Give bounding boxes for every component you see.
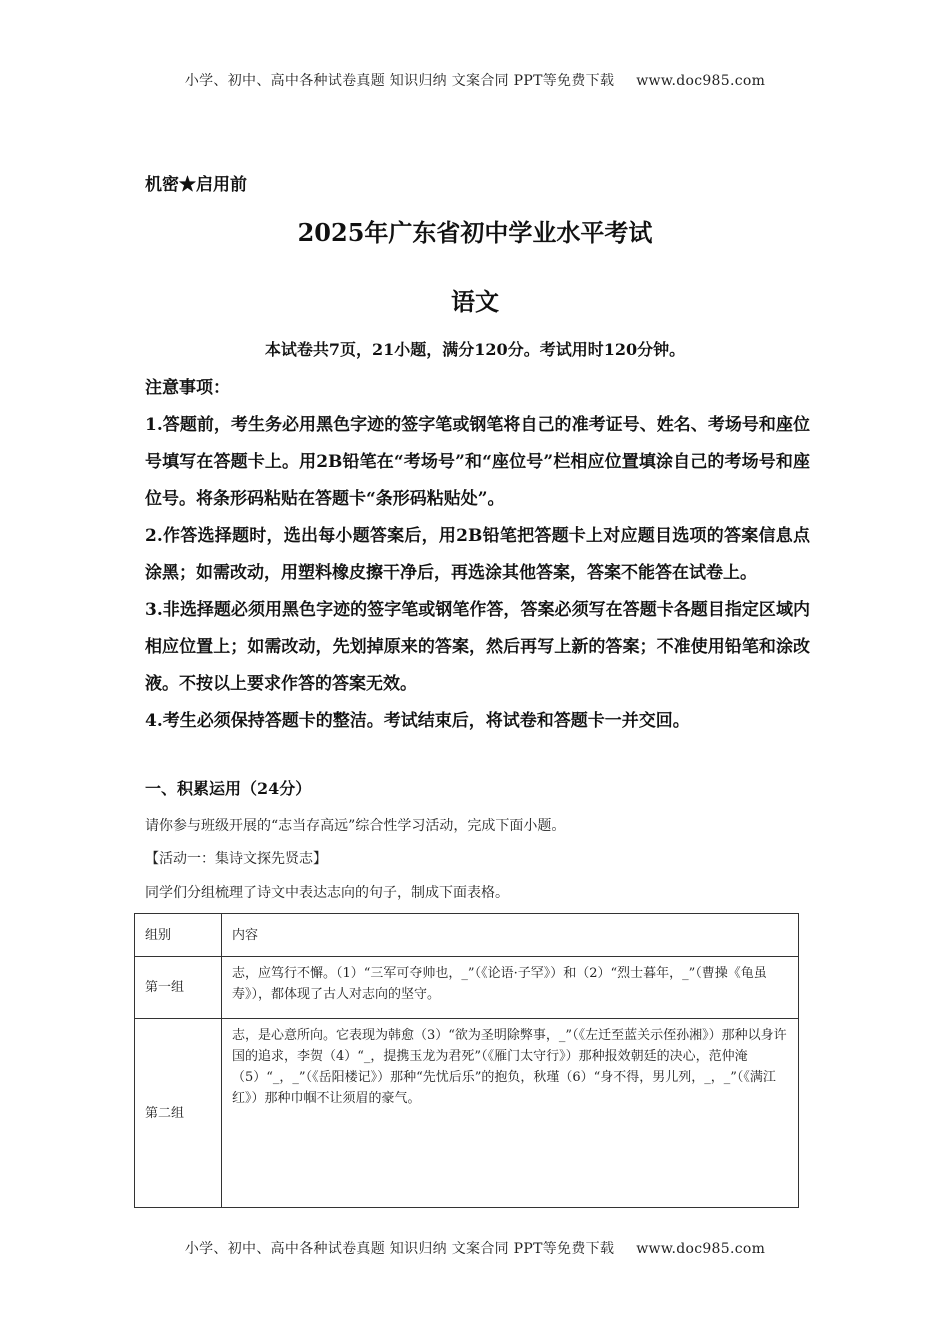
table-header-group: 组别	[135, 914, 222, 957]
note-item-4: 4.考生必须保持答题卡的整洁。考试结束后，将试卷和答题卡一并交回。	[145, 711, 690, 731]
table-row	[135, 1019, 799, 1208]
confidential-label: 机密★启用前	[145, 175, 247, 195]
notes-heading: 注意事项：	[145, 378, 230, 398]
note-item-1: 1.答题前，考生务必用黑色字迹的签字笔或钢笔将自己的准考证号、姓名、考场号和座位号填写在答题卡上。用2B铅笔在“考场号”和“座位号”栏相应位置填涂自己的考场号和座位号。将条形码粘贴在答题卡“条形码粘贴处”。	[145, 415, 810, 509]
table-cell-group: 第二组	[135, 1019, 222, 1208]
table-header-row	[135, 914, 799, 957]
banner-site[interactable]: www.doc985.com	[636, 73, 766, 89]
page-footer-banner	[0, 1238, 950, 1258]
note-item-2: 2.作答选择题时，选出每小题答案后，用2B铅笔把答题卡上对应题目选项的答案信息点涂黑；如需改动，用塑料橡皮擦干净后，再选涂其他答案，答案不能答在试卷上。	[145, 526, 810, 583]
exam-title: 2025年广东省初中学业水平考试	[297, 218, 653, 247]
table-header-content: 内容	[222, 914, 799, 957]
table-cell-content: 志，应笃行不懈。（1）“三军可夺帅也，_”（《论语·子罕》）和（2）“烈士暮年，_”（曹操《龟虽寿》），都体现了古人对志向的坚守。	[222, 957, 799, 1019]
table-cell-group: 第一组	[135, 957, 222, 1019]
banner-text: 小学、初中、高中各种试卷真题 知识归纳 文案合同 PPT等免费下载	[184, 73, 615, 89]
section-intro: 请你参与班级开展的“志当存高远”综合性学习活动，完成下面小题。	[145, 818, 566, 834]
poetry-table	[134, 913, 799, 1208]
table-intro: 同学们分组梳理了诗文中表达志向的句子，制成下面表格。	[145, 885, 509, 901]
banner-site[interactable]: www.doc985.com	[636, 1241, 766, 1257]
table-row	[135, 957, 799, 1019]
notes-section	[145, 370, 810, 740]
activity-title: 【活动一：集诗文探先贤志】	[145, 851, 327, 867]
page-header-banner	[0, 70, 950, 90]
banner-text: 小学、初中、高中各种试卷真题 知识归纳 文案合同 PPT等免费下载	[184, 1241, 615, 1257]
exam-subject: 语文	[451, 287, 499, 316]
section-heading: 一、积累运用（24分）	[145, 779, 312, 798]
table-cell-content: 志，是心意所向。它表现为韩愈（3）“欲为圣明除弊事，_”（《左迁至蓝关示侄孙湘》）那种以身许国的追求，李贺（4）“_，提携玉龙为君死”（《雁门太守行》）那种报效朝廷的决心，范仲淹（5）“_，_”（《岳阳楼记》）那种“先忧后乐”的抱负，秋瑾（6）“身不得，男儿列，_，_”（《满江红》）那种巾帼不让须眉的豪气。	[222, 1019, 799, 1208]
exam-info: 本试卷共7页，21小题，满分120分。考试用时120分钟。	[264, 340, 686, 359]
note-item-3: 3.非选择题必须用黑色字迹的签字笔或钢笔作答，答案必须写在答题卡各题目指定区域内相应位置上；如需改动，先划掉原来的答案，然后再写上新的答案；不准使用铅笔和涂改液。不按以上要求作答的答案无效。	[145, 600, 810, 694]
